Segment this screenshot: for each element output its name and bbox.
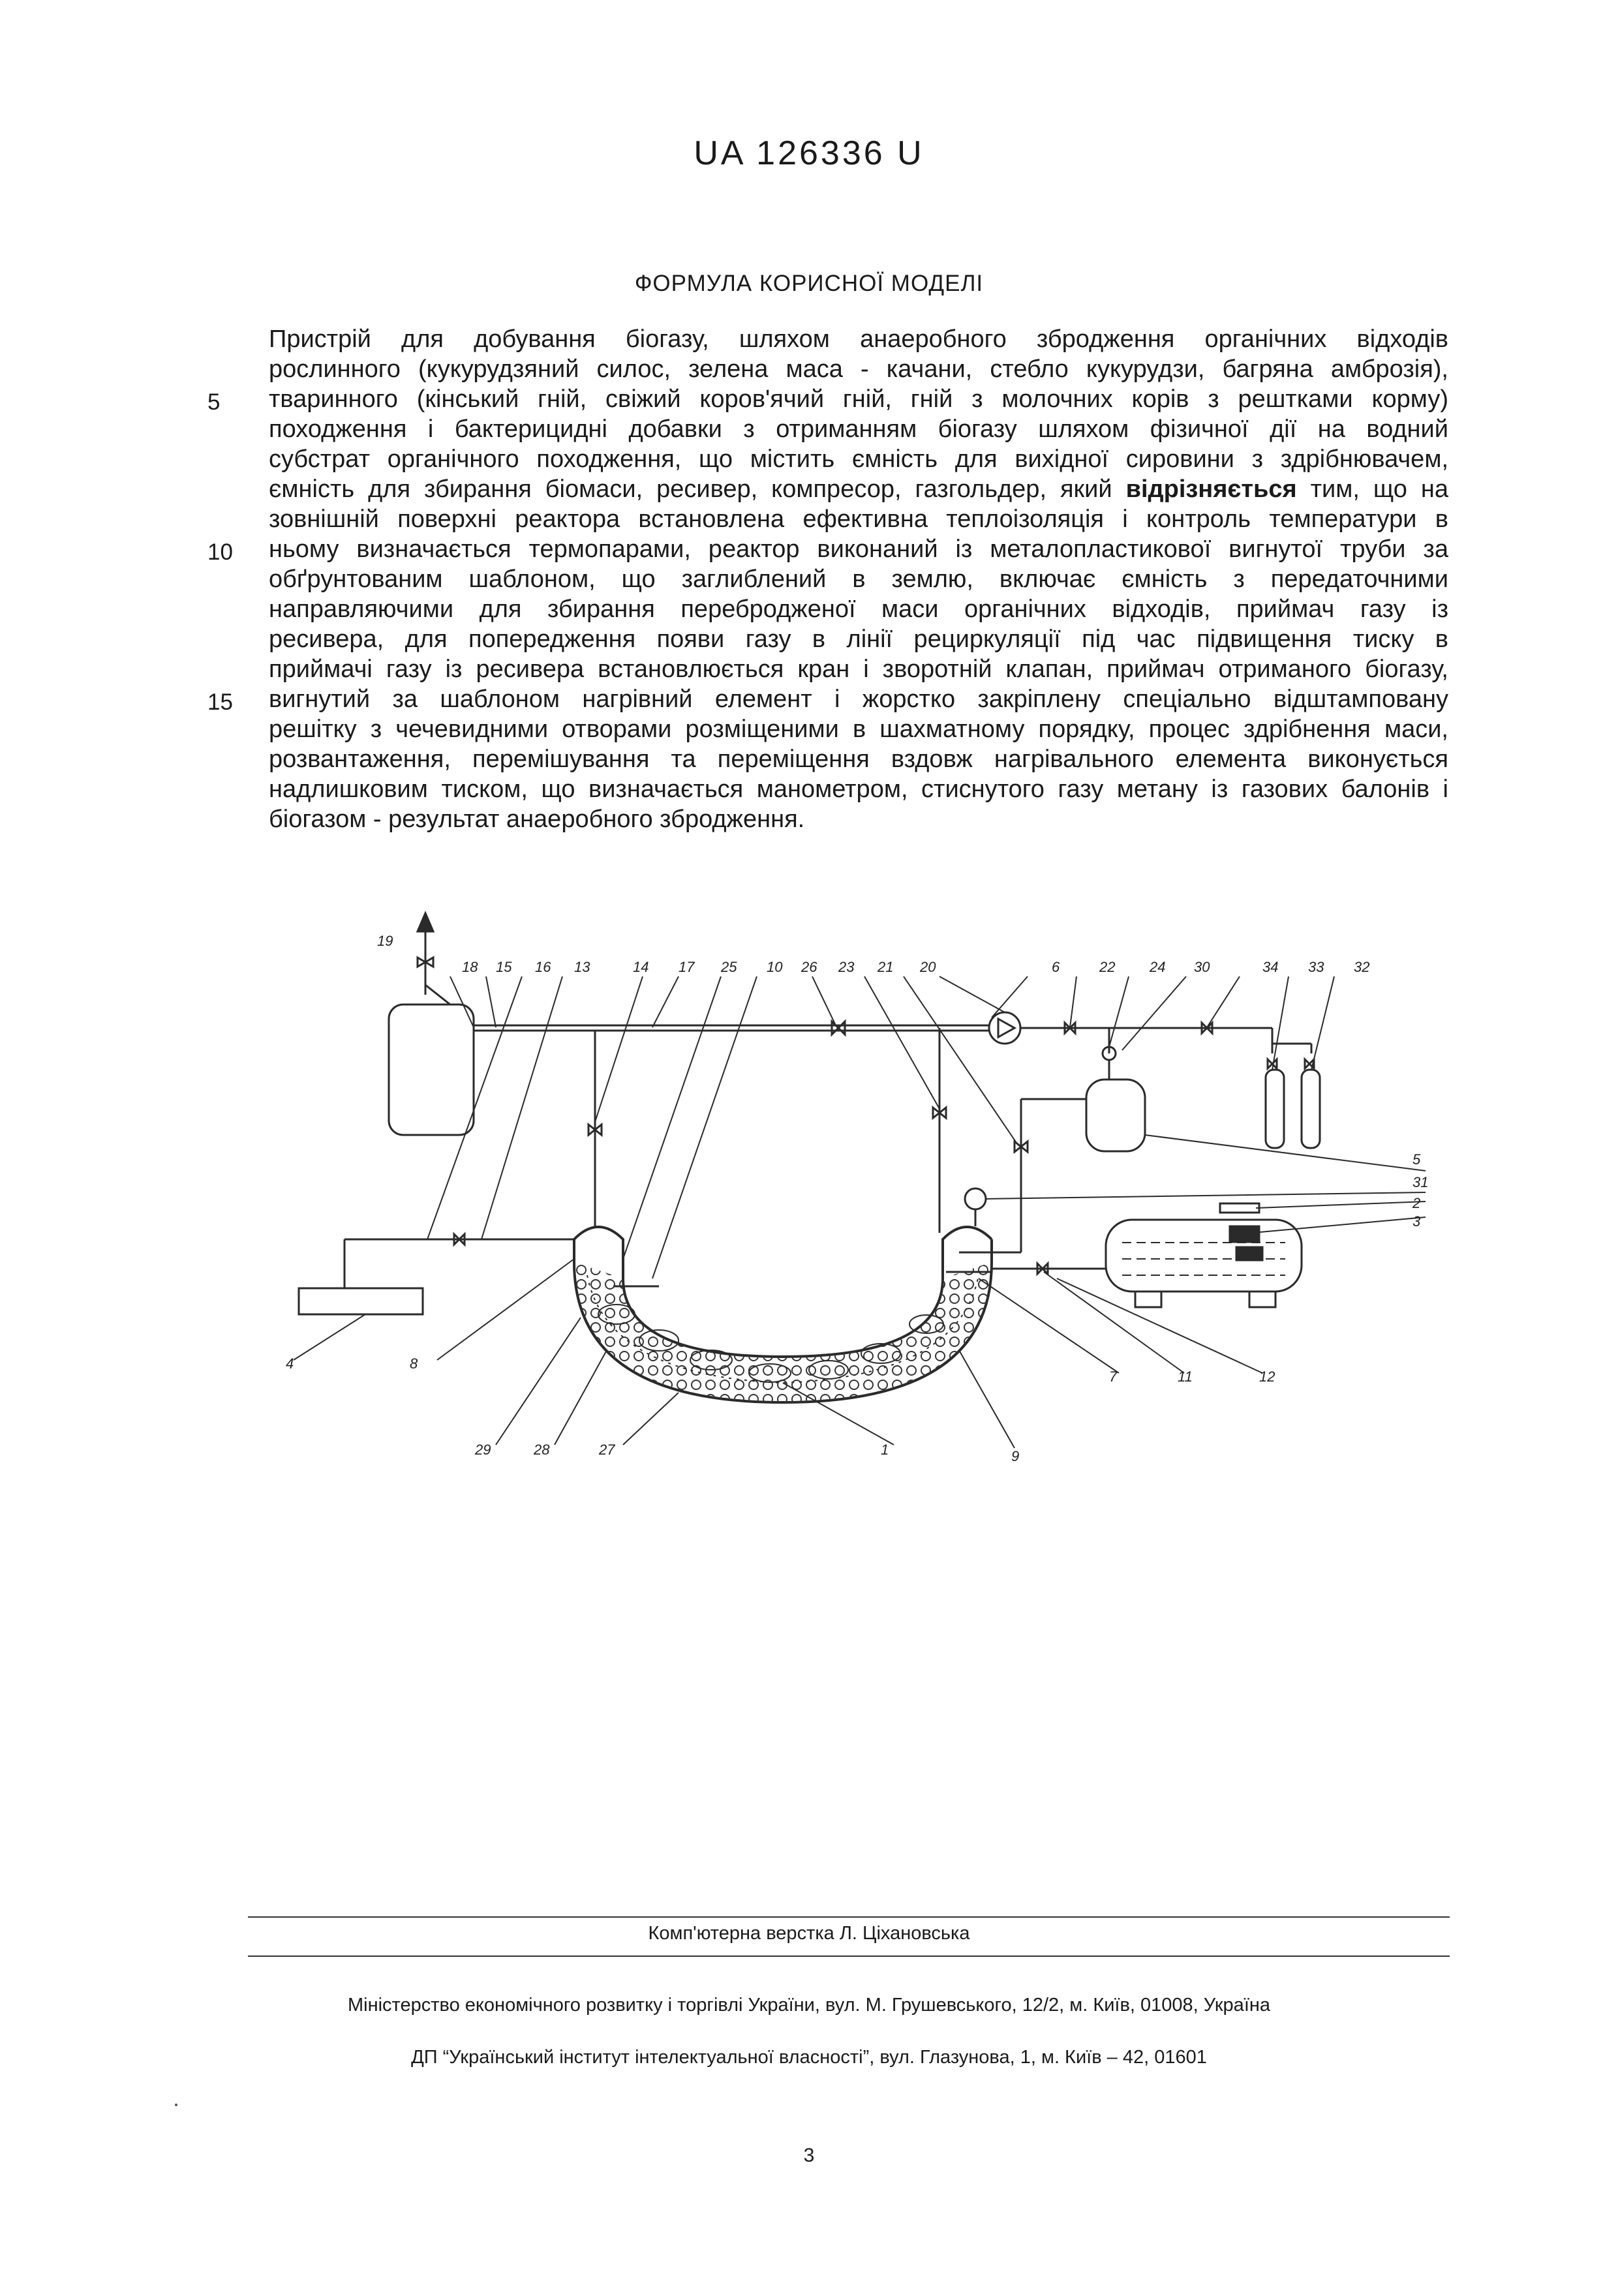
label-34: 34: [1262, 959, 1279, 975]
claim-line: походження і бактерицидні добавки з отриманням біогазу шляхом фізичної дії на водний: [269, 415, 1448, 443]
claim-keyword: відрізняється: [1125, 476, 1297, 503]
gas-cylinder-33: [1266, 1070, 1284, 1148]
label-13: 13: [574, 959, 590, 975]
thermal-insulation-mesh: [574, 1262, 992, 1402]
claim-line: біогазом - результат анаеробного збродження.: [269, 806, 805, 833]
label-25: 25: [721, 959, 737, 975]
claim-text-run: ємність для збирання біомаси, ресивер, компресор, газгольдер, який: [269, 476, 1126, 503]
claim-line: ньому визначається термопарами, реактор виконаний із металопластикової вигнутої труби за: [269, 536, 1448, 563]
claim-line: тваринного (кінський гній, свіжий коров'ячий гній, гній з молочних корів з рештками корму): [269, 385, 1448, 413]
label-15: 15: [496, 959, 512, 975]
label-27: 27: [599, 1442, 615, 1458]
label-21: 21: [878, 959, 894, 975]
claim-line: ресивера, для попередження появи газу в лінії рециркуляції під час підвищення тиску в: [269, 626, 1448, 653]
label-23: 23: [838, 959, 855, 975]
claim-text-run: тим, що на: [1296, 476, 1448, 503]
label-28: 28: [534, 1442, 550, 1458]
label-7: 7: [1109, 1368, 1118, 1385]
receiver-5: [1086, 1080, 1145, 1151]
line-number-10: 10: [207, 539, 233, 565]
claim-line: обґрунтованим шаблоном, що заглиблений в землю, включає ємність з передаточними: [269, 566, 1448, 593]
label-12: 12: [1259, 1368, 1275, 1385]
label-4: 4: [286, 1355, 294, 1372]
label-16: 16: [535, 959, 551, 975]
label-19: 19: [377, 933, 393, 949]
label-30: 30: [1194, 959, 1210, 975]
label-14: 14: [633, 959, 649, 975]
label-33: 33: [1308, 959, 1324, 975]
claim-line: вигнутий за шаблоном нагрівний елемент і жорстко закріплену спеціально відштамповану: [269, 686, 1448, 713]
exhaust-arrow-icon: [418, 913, 433, 931]
claim-line: направляючими для збирання перебродженої маси органічних відходів, приймач газу із: [269, 596, 1448, 623]
claim-line: рослинного (кукурудзяний силос, зелена маса - качани, стебло кукурудзи, багряна амброзія),: [269, 355, 1448, 383]
label-2: 2: [1412, 1195, 1421, 1211]
label-1: 1: [881, 1442, 889, 1458]
label-32: 32: [1354, 959, 1370, 975]
label-31: 31: [1412, 1174, 1429, 1190]
label-5: 5: [1412, 1151, 1421, 1168]
line-number-5: 5: [207, 389, 221, 415]
patent-number: UA 126336 U: [694, 134, 924, 172]
label-22: 22: [1099, 959, 1116, 975]
label-17: 17: [679, 959, 695, 975]
scan-speck: [175, 2104, 177, 2106]
gas-cylinder-32: [1302, 1070, 1320, 1148]
valve-26: [832, 1021, 845, 1035]
claim-line: приймачі газу із ресивера встановлюється кран і зворотній клапан, приймач отриманого біогазу,: [269, 656, 1448, 683]
label-3: 3: [1412, 1213, 1421, 1230]
claim-line: субстрат органічного походження, що містить ємність для вихідної сировини з здрібнювачем,: [269, 446, 1448, 473]
claim-line: розвантаження, перемішування та переміщення вздовж нагрівального елемента виконується: [269, 746, 1448, 773]
label-8: 8: [410, 1355, 418, 1372]
label-24: 24: [1150, 959, 1166, 975]
line-number-15: 15: [207, 689, 233, 715]
label-10: 10: [767, 959, 783, 975]
page-number: 3: [803, 2145, 815, 2166]
label-9: 9: [1011, 1448, 1020, 1464]
label-26: 26: [801, 959, 817, 975]
claim-line: решітку з чечевидними отворами розміщеними в шахматному порядку, процес здрібнення маси,: [269, 716, 1448, 743]
institute-address: ДП “Український інститут інтелектуальної власності”, вул. Глазунова, 1, м. Київ – 42, 01601: [411, 2047, 1207, 2068]
gasholder-tank: [389, 1004, 474, 1135]
claim-line: Пристрій для добування біогазу, шляхом анаеробного збродження органічних відходів: [269, 325, 1448, 353]
label-6: 6: [1052, 959, 1060, 975]
raw-material-tank-4: [299, 1288, 423, 1314]
manometer-31: [965, 1188, 986, 1209]
footer-rule-middle: [248, 1956, 1450, 1957]
layout-credit: Комп'ютерна верстка Л. Ціхановська: [648, 1923, 970, 1944]
ministry-address: Міністерство економічного розвитку і торгівлі України, вул. М. Грушевського, 12/2, м. Київ, 01008, Україна: [347, 1995, 1271, 2016]
footer-rule-top: [248, 1916, 1450, 1918]
claim-line: надлишковим тиском, що визначається манометром, стиснутого газу метану із газових балонів і: [269, 776, 1448, 803]
claim-line: зовнішній поверхні реактора встановлена ефективна теплоізоляція і контроль температури в: [269, 506, 1448, 533]
label-29: 29: [475, 1442, 491, 1458]
label-20: 20: [920, 959, 936, 975]
label-11: 11: [1178, 1368, 1193, 1385]
section-title: ФОРМУЛА КОРИСНОЇ МОДЕЛІ: [634, 271, 984, 296]
label-18: 18: [462, 959, 478, 975]
